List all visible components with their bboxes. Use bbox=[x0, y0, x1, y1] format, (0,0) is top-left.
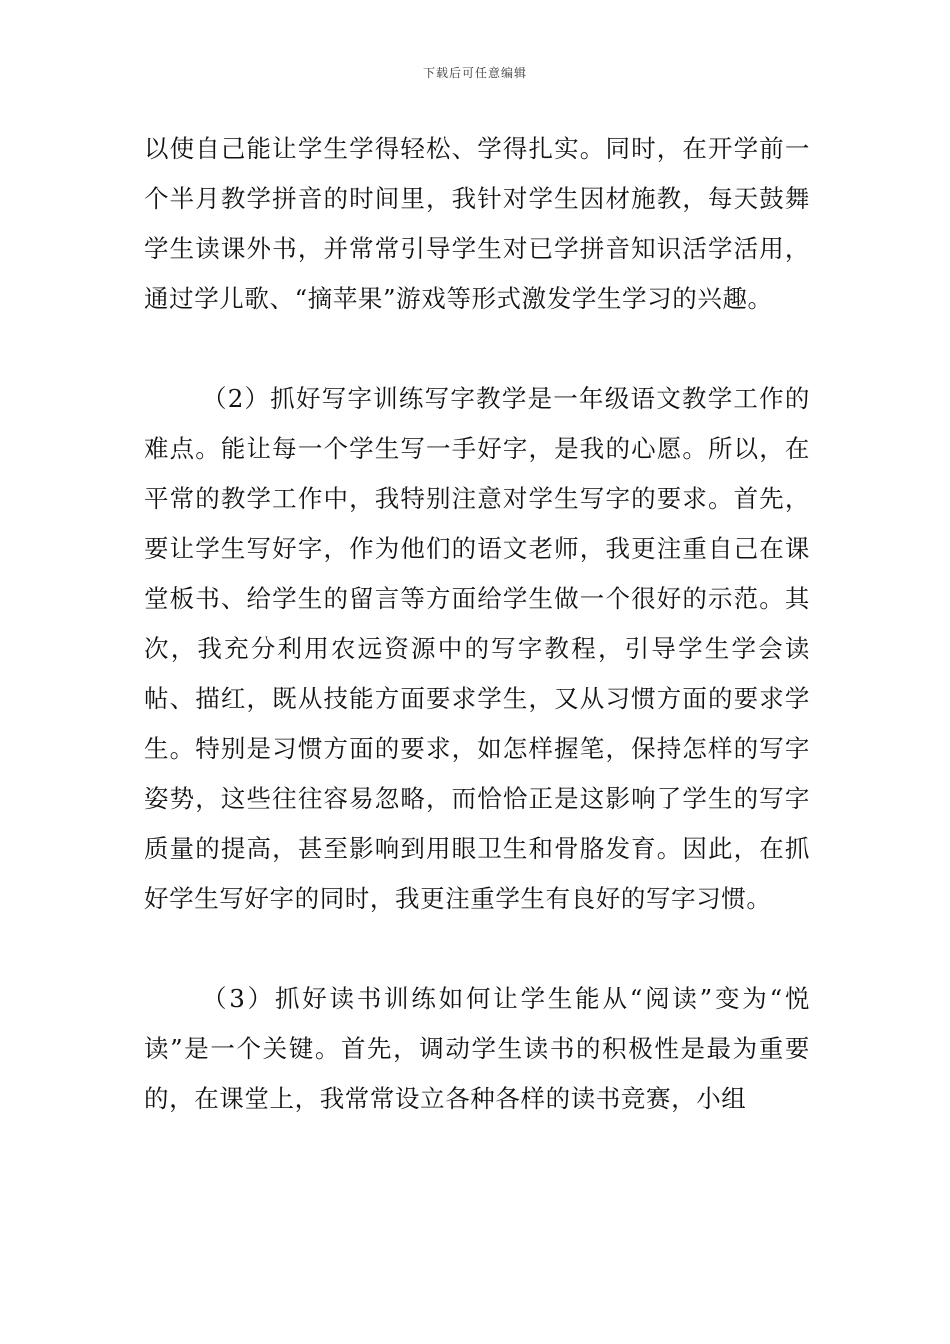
paragraph-3: （3）抓好读书训练如何让学生能从“阅读”变为“悦读”是一个关键。首先，调动学生读书的积极性是最为重要的，在课堂上，我常常设立各种各样的读书竞赛，小组 bbox=[144, 984, 810, 1113]
paragraph-1: 以使自己能让学生学得轻松、学得扎实。同时，在开学前一个半月教学拼音的时间里，我针对学生因材施教，每天鼓舞学生读课外书，并常常引导学生对已学拼音知识活学活用，通过学儿歌、“摘苹果”游戏等形式激发学生学习的兴趣。 bbox=[144, 134, 810, 313]
document-body bbox=[144, 124, 810, 1124]
paragraph-spacer bbox=[144, 924, 810, 974]
page-header: 下载后可任意编辑 bbox=[422, 66, 527, 80]
paragraph-spacer bbox=[144, 324, 810, 374]
paragraph-2: （2）抓好写字训练写字教学是一年级语文教学工作的难点。能让每一个学生写一手好字，是我的心愿。所以，在平常的教学工作中，我特别注意对学生写字的要求。首先，要让学生写好字，作为他们的语文老师，我更注重自己在课堂板书、给学生的留言等方面给学生做一个很好的示范。其次，我充分利用农远资源中的写字教程，引导学生学会读帖、描红，既从技能方面要求学生，又从习惯方面的要求学生。特别是习惯方面的要求，如怎样握笔，保持怎样的写字姿势，这些往往容易忽略，而恰恰正是这影响了学生的写字质量的提高，甚至影响到用眼卫生和骨胳发育。因此，在抓好学生写好字的同时，我更注重学生有良好的写字习惯。 bbox=[144, 384, 810, 913]
